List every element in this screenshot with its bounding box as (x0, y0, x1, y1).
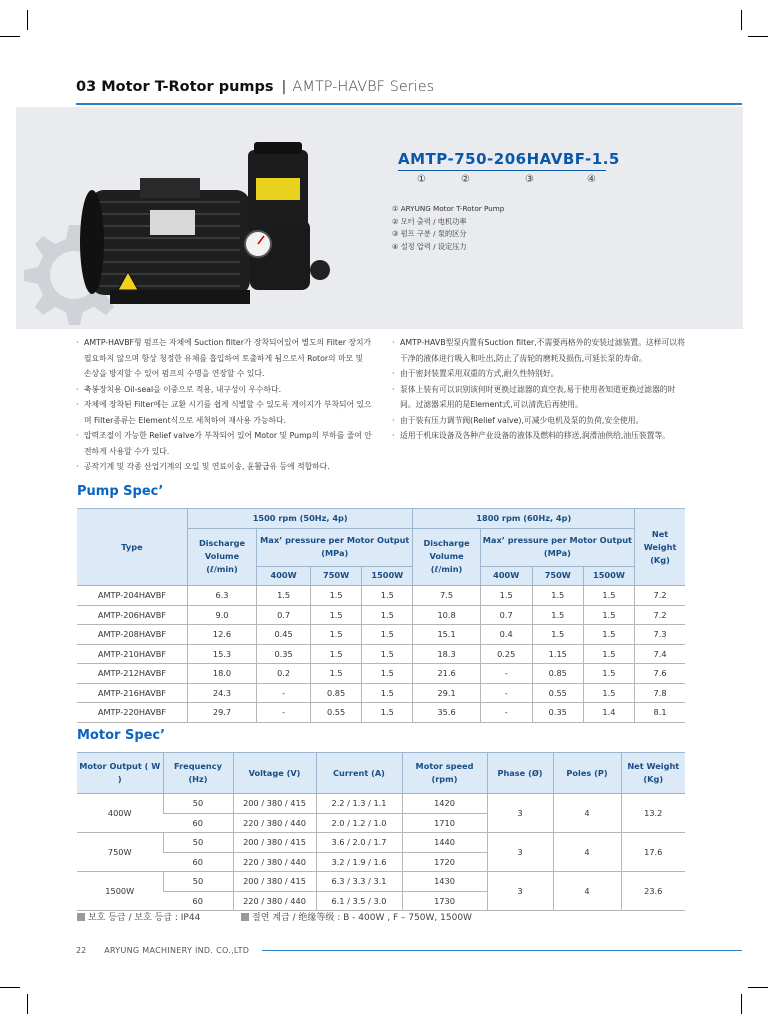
pump-spec-title: Pump Spec’ (77, 484, 164, 499)
col-400w: 400W (257, 566, 311, 586)
table-cell: 6.3 (187, 586, 256, 606)
model-cell: AMTP-210HAVBF (77, 644, 187, 664)
col-pressure-60: Max’ pressure per Motor Output (MPa) (480, 528, 634, 566)
description-korean (76, 335, 372, 475)
speed-cell: 1710 (402, 813, 487, 833)
page-footer (76, 946, 249, 955)
table-cell: 0.7 (480, 605, 532, 625)
table-cell: 1.5 (311, 644, 362, 664)
crop-mark (741, 10, 742, 30)
table-row (77, 703, 685, 723)
header-series: AMTP-HAVBF Series (292, 79, 435, 95)
table-cell: 7.5 (413, 586, 480, 606)
voltage-cell: 200 / 380 / 415 (233, 833, 316, 853)
model-cell: AMTP-220HAVBF (77, 703, 187, 723)
col-rpm50: 1500 rpm (50Hz, 4p) (187, 509, 413, 529)
col-pressure-50: Max’ pressure per Motor Output (MPa) (257, 528, 413, 566)
table-cell: 1.5 (583, 644, 634, 664)
table-cell: - (257, 703, 311, 723)
table-cell: 29.1 (413, 683, 480, 703)
table-cell: 18.3 (413, 644, 480, 664)
col-type: Type (77, 509, 187, 586)
frequency-cell: 60 (163, 891, 233, 911)
table-cell: 0.7 (257, 605, 311, 625)
legend-item: ① ARYUNG Motor T-Rotor Pump (392, 204, 505, 213)
model-code: AMTP-750-206HAVBF-1.5 (398, 150, 620, 168)
weight-cell: 23.6 (621, 872, 685, 911)
table-cell: 9.0 (187, 605, 256, 625)
col-1500w: 1500W (583, 566, 634, 586)
col-discharge-50: Discharge Volume (ℓ/min) (187, 528, 256, 586)
frequency-cell: 60 (163, 852, 233, 872)
table-cell: 1.5 (311, 586, 362, 606)
table-row (77, 872, 685, 892)
col-750w: 750W (311, 566, 362, 586)
motor-output-cell: 1500W (77, 872, 163, 911)
table-cell: 1.5 (362, 625, 413, 645)
crop-mark (27, 10, 28, 30)
col-net-weight: Net Weight (Kg) (621, 753, 685, 794)
col-phase: Phase (Ø) (487, 753, 553, 794)
voltage-cell: 200 / 380 / 415 (233, 872, 316, 892)
voltage-cell: 200 / 380 / 415 (233, 794, 316, 814)
crop-mark (741, 994, 742, 1014)
table-cell: 1.5 (311, 664, 362, 684)
table-cell: 1.5 (311, 625, 362, 645)
col-motor-speed: Motor speed (rpm) (402, 753, 487, 794)
crop-mark (748, 36, 768, 37)
col-400w: 400W (480, 566, 532, 586)
current-cell: 3.6 / 2.0 / 1.7 (316, 833, 402, 853)
current-cell: 2.2 / 1.3 / 1.1 (316, 794, 402, 814)
col-750w: 750W (532, 566, 583, 586)
table-cell: 0.55 (532, 683, 583, 703)
frequency-cell: 50 (163, 833, 233, 853)
poles-cell: 4 (553, 794, 621, 833)
table-cell: 1.5 (362, 664, 413, 684)
table-cell: - (480, 703, 532, 723)
table-cell: 1.5 (583, 586, 634, 606)
col-motor-output: Motor Output ( W ) (77, 753, 163, 794)
table-cell: - (257, 683, 311, 703)
table-cell: 1.5 (362, 605, 413, 625)
table-cell: 24.3 (187, 683, 256, 703)
table-cell: 1.15 (532, 644, 583, 664)
model-cell: AMTP-208HAVBF (77, 625, 187, 645)
table-cell: 1.5 (257, 586, 311, 606)
model-code-underline (398, 170, 606, 171)
phase-cell: 3 (487, 872, 553, 911)
crop-mark (0, 987, 20, 988)
legend-item: ③ 펌프 구분 / 泵的区分 (392, 229, 467, 238)
model-marker: ④ (587, 174, 596, 185)
current-cell: 2.0 / 1.2 / 1.0 (316, 813, 402, 833)
table-cell: 21.6 (413, 664, 480, 684)
insulation-note (241, 910, 472, 923)
frequency-cell: 60 (163, 813, 233, 833)
table-cell: 0.4 (480, 625, 532, 645)
table-cell: 7.3 (635, 625, 685, 645)
crop-mark (0, 36, 20, 37)
table-cell: 1.5 (362, 586, 413, 606)
col-current: Current (A) (316, 753, 402, 794)
table-cell: 0.35 (532, 703, 583, 723)
table-cell: - (480, 683, 532, 703)
description-item: · 공작기계 및 각종 산업기계의 오일 및 연료이송, 윤활급유 등에 적합하다. (76, 459, 372, 475)
poles-cell: 4 (553, 833, 621, 872)
weight-cell: 17.6 (621, 833, 685, 872)
table-cell: 8.1 (635, 703, 685, 723)
col-discharge-60: Discharge Volume (ℓ/min) (413, 528, 480, 586)
table-cell: 0.45 (257, 625, 311, 645)
table-cell: 12.6 (187, 625, 256, 645)
table-cell: 1.5 (362, 683, 413, 703)
model-marker: ① (417, 174, 426, 185)
crop-mark (748, 987, 768, 988)
table-cell: 1.5 (583, 683, 634, 703)
protection-text: 보호 등급 / 보호 등급 : IP44 (88, 913, 201, 923)
motor-output-cell: 750W (77, 833, 163, 872)
phase-cell: 3 (487, 794, 553, 833)
col-net-weight: Net Weight (Kg) (635, 509, 685, 586)
col-1500w: 1500W (362, 566, 413, 586)
table-row (77, 683, 685, 703)
table-cell: 1.4 (583, 703, 634, 723)
voltage-cell: 220 / 380 / 440 (233, 852, 316, 872)
voltage-cell: 220 / 380 / 440 (233, 813, 316, 833)
model-cell: AMTP-212HAVBF (77, 664, 187, 684)
description-item: · 泵体上装有可以识别该何时更换过滤器的真空表,易于使用者知道更换过滤器的时间。过滤器采用的是Element式,可以清洗后再使用。 (392, 382, 690, 413)
description-chinese (392, 335, 690, 444)
table-row (77, 833, 685, 853)
company-name: ARYUNG MACHINERY IND. CO.,LTD (104, 946, 250, 955)
protection-note (77, 910, 200, 923)
table-cell: 0.25 (480, 644, 532, 664)
table-cell: 0.55 (311, 703, 362, 723)
table-cell: 1.5 (311, 605, 362, 625)
current-cell: 6.1 / 3.5 / 3.0 (316, 891, 402, 911)
model-cell: AMTP-206HAVBF (77, 605, 187, 625)
weight-cell: 13.2 (621, 794, 685, 833)
table-cell: 10.8 (413, 605, 480, 625)
pump-motor-image (70, 140, 350, 320)
table-cell: 7.2 (635, 605, 685, 625)
table-cell: 35.6 (413, 703, 480, 723)
table-cell: 0.2 (257, 664, 311, 684)
motor-spec-title: Motor Spec’ (77, 728, 166, 743)
header-rule (76, 103, 742, 105)
table-cell: 1.5 (480, 586, 532, 606)
speed-cell: 1440 (402, 833, 487, 853)
table-row (77, 664, 685, 684)
model-legend (392, 203, 504, 253)
description-item: · AMTP-HAVBF형 펌프는 자체에 Suction filter가 장착되어있어 별도의 Filter 장치가 필요하지 않으며 항상 청정한 유체를 흡입하여 토출하게 됨으로서 Rotor의 마모 및 손상을 방지할 수 있어 펌프의 수명을 연장할 수 있다. (76, 335, 372, 382)
table-cell: - (480, 664, 532, 684)
motor-output-cell: 400W (77, 794, 163, 833)
table-cell: 0.85 (311, 683, 362, 703)
col-voltage: Voltage (V) (233, 753, 316, 794)
description-item: · 适用于机床设备及各种产业设备的液体及燃料的移送,润滑油供给,油压装置等。 (392, 428, 690, 444)
square-bullet-icon (77, 913, 85, 921)
table-row (77, 605, 685, 625)
current-cell: 3.2 / 1.9 / 1.6 (316, 852, 402, 872)
table-row (77, 586, 685, 606)
col-frequency: Frequency (Hz) (163, 753, 233, 794)
table-cell: 1.5 (583, 664, 634, 684)
legend-item: ④ 설정 압력 / 设定压力 (392, 241, 467, 251)
page-header (76, 79, 434, 95)
table-cell: 7.6 (635, 664, 685, 684)
description-item: · AMTP-HAVB型泵内置有Suction filter,不需要再格外的安装过滤装置。这样可以将干净的液体进行吸入和吐出,防止了齿轮的磨耗及损伤,可延长泵的寿命。 (392, 335, 690, 366)
model-cell: AMTP-216HAVBF (77, 683, 187, 703)
table-cell: 1.5 (532, 605, 583, 625)
col-rpm60: 1800 rpm (60Hz, 4p) (413, 509, 635, 529)
col-poles: Poles (P) (553, 753, 621, 794)
table-cell: 1.5 (532, 586, 583, 606)
table-cell: 1.5 (583, 605, 634, 625)
insulation-text: 절연 계급 / 绝缘等级 : B - 400W , F – 750W, 1500W (252, 913, 472, 923)
table-cell: 1.5 (362, 644, 413, 664)
model-cell: AMTP-204HAVBF (77, 586, 187, 606)
voltage-cell: 220 / 380 / 440 (233, 891, 316, 911)
description-item: · 由于装有压力调节阀(Relief valve),可减少电机及泵的负荷,安全使用。 (392, 413, 690, 429)
pump-spec-table (77, 508, 685, 723)
table-cell: 0.85 (532, 664, 583, 684)
frequency-cell: 50 (163, 794, 233, 814)
motor-spec-table (77, 752, 685, 911)
table-row (77, 625, 685, 645)
table-cell: 7.2 (635, 586, 685, 606)
crop-mark (27, 994, 28, 1014)
frequency-cell: 50 (163, 872, 233, 892)
header-separator: | (281, 79, 287, 95)
description-item: · 축봉장치용 Oil-seal을 이중으로 적용, 내구성이 우수하다. (76, 382, 372, 398)
table-cell: 0.35 (257, 644, 311, 664)
speed-cell: 1720 (402, 852, 487, 872)
table-cell: 1.5 (532, 625, 583, 645)
table-cell: 15.3 (187, 644, 256, 664)
model-marker: ③ (525, 174, 534, 185)
table-cell: 7.4 (635, 644, 685, 664)
speed-cell: 1730 (402, 891, 487, 911)
square-bullet-icon (241, 913, 249, 921)
model-marker: ② (461, 174, 470, 185)
phase-cell: 3 (487, 833, 553, 872)
current-cell: 6.3 / 3.3 / 3.1 (316, 872, 402, 892)
table-cell: 7.8 (635, 683, 685, 703)
page-number: 22 (76, 946, 87, 955)
poles-cell: 4 (553, 872, 621, 911)
table-cell: 1.5 (362, 703, 413, 723)
description-item: · 자체에 장착된 Filter에는 교환 시기를 쉽게 식별할 수 있도록 게이지가 부착되어 있으며 Filter종류는 Element식으로 세척하여 재사용 가능하다. (76, 397, 372, 428)
header-title: 03 Motor T-Rotor pumps (76, 79, 274, 95)
table-row (77, 644, 685, 664)
legend-item: ② 모터 출력 / 电机功率 (392, 216, 467, 226)
table-cell: 15.1 (413, 625, 480, 645)
speed-cell: 1420 (402, 794, 487, 814)
speed-cell: 1430 (402, 872, 487, 892)
description-item: · 由于密封装置采用双重的方式,耐久性特别好。 (392, 366, 690, 382)
table-cell: 1.5 (583, 625, 634, 645)
table-row (77, 794, 685, 814)
footer-rule (262, 950, 742, 951)
table-cell: 18.0 (187, 664, 256, 684)
description-item: · 압력조절이 가능한 Relief valve가 부착되어 있어 Motor 및 Pump의 부하를 줄여 안전하게 사용할 수가 있다. (76, 428, 372, 459)
table-cell: 29.7 (187, 703, 256, 723)
